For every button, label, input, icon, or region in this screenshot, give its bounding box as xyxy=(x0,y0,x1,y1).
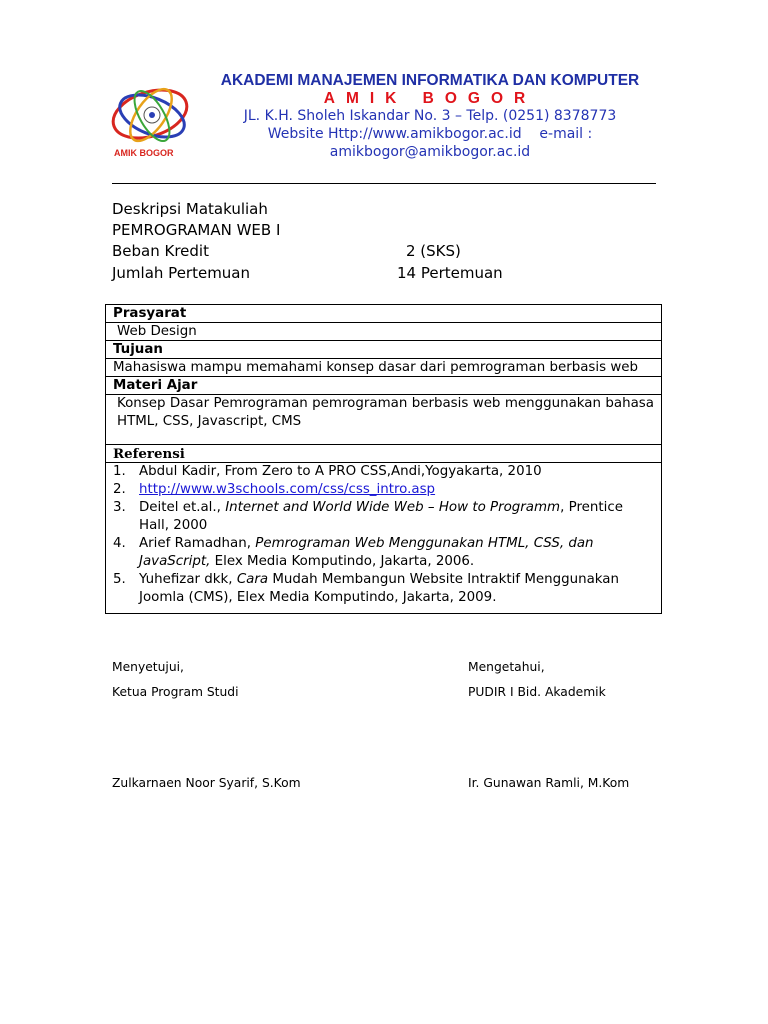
course-title-label: Deskripsi Matakuliah xyxy=(112,200,268,218)
prerequisite-value: Web Design xyxy=(106,323,661,341)
institution-name: AKADEMI MANAJEMEN INFORMATIKA DAN KOMPUTER xyxy=(220,72,640,89)
material-header: Materi Ajar xyxy=(106,377,661,395)
reference-item: 1. Abdul Kadir, From Zero to A PRO CSS,Andi,Yogyakarta, 2010 xyxy=(113,464,542,479)
left-signatory-role: Ketua Program Studi xyxy=(112,685,239,699)
reference-link[interactable]: http://www.w3schools.com/css/css_intro.asp xyxy=(139,482,436,497)
reference-item: 4. Arief Ramadhan, Pemrograman Web Menggunakan HTML, CSS, dan JavaScript, Elex Media Komputindo, Jakarta, 2006. xyxy=(113,536,594,569)
goal-header: Tujuan xyxy=(106,341,661,359)
logo-text: AMIK BOGOR xyxy=(114,148,174,158)
goal-value: Mahasiswa mampu memahami konsep dasar dari pemrograman berbasis web xyxy=(106,359,661,377)
left-signatory-name: Zulkarnaen Noor Syarif, S.Kom xyxy=(112,776,301,790)
meetings-value: 14 Pertemuan xyxy=(397,264,503,282)
meetings-label: Jumlah Pertemuan xyxy=(112,264,251,282)
right-approval-label: Mengetahui, xyxy=(468,660,545,674)
credit-label: Beban Kredit xyxy=(112,242,209,260)
references-list xyxy=(106,463,661,613)
institution-website: Website Http://www.amikbogor.ac.id e-mail : xyxy=(267,126,593,142)
left-approval-label: Menyetujui, xyxy=(112,660,184,674)
letterhead-divider xyxy=(112,183,656,184)
course-description-table xyxy=(105,304,662,614)
right-signatory-name: Ir. Gunawan Ramli, M.Kom xyxy=(468,776,630,790)
institution-email: amikbogor@amikbogor.ac.id xyxy=(329,144,531,160)
prerequisite-header: Prasyarat xyxy=(106,305,661,323)
material-value: Konsep Dasar Pemrograman pemrograman berbasis web menggunakan bahasa HTML, CSS, Javascript, CMS xyxy=(106,395,661,445)
credit-value: 2 (SKS) xyxy=(406,242,461,260)
institution-address: JL. K.H. Sholeh Iskandar No. 3 – Telp. (0251) 8378773 xyxy=(243,108,617,124)
reference-item: 3. Deitel et.al., Internet and World Wide Web – How to Programm, Prentice Hall, 2000 xyxy=(113,500,623,533)
right-signatory-role: PUDIR I Bid. Akademik xyxy=(468,685,606,699)
course-name: PEMROGRAMAN WEB I xyxy=(112,221,281,239)
reference-item: 2. http://www.w3schools.com/css/css_intro.asp xyxy=(113,482,436,497)
institution-short-name: AMIK BOGOR xyxy=(323,90,537,107)
references-header: Referensi xyxy=(106,445,661,463)
reference-item: 5. Yuhefizar dkk, Cara Mudah Membangun Website Intraktif Menggunakan Joomla (CMS), Elex Media Komputindo, Jakarta, 2009. xyxy=(113,572,619,605)
amik-bogor-logo xyxy=(106,80,206,166)
